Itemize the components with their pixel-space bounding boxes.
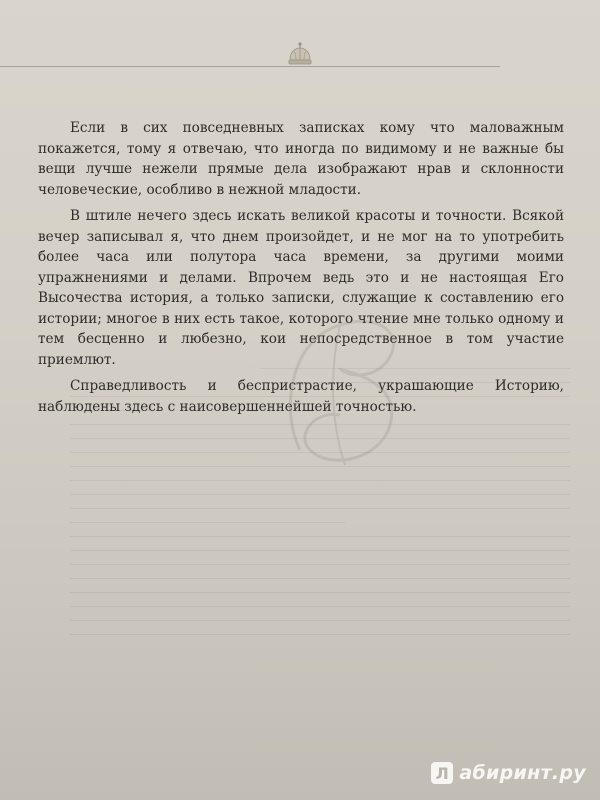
paragraph-3: Справедливость и беспристрастие, украшающие Историю, наблюдены здесь с наисовершеннейшей точностью. [38, 378, 564, 415]
bleed-through-text [70, 368, 570, 778]
labirint-logo [431, 762, 586, 784]
header-rule [0, 66, 500, 67]
paragraph-1: Если в сих повседневных записках кому что маловажным покажется, тому я отвечаю, что иногда по видимому и не важные бы вещи лучше нежели прямые дела изображают нрав и склонности человеческие, особливо в нежной младости. [38, 120, 564, 198]
logo-text: абиринт.ру [459, 762, 586, 784]
logo-mark: Л [431, 762, 453, 784]
paragraph-2: В штиле нечего здесь искать великой красоты и точности. Всякой вечер записывал я, что днем произойдет, и не мог на то употребить более часа или полутора часа времени, за другими моими упражнениями и делами. Впрочем ведь это и не настоящая Его Высочества история, а только записки, служащие к составлению его истории; многое в них есть такое, которого чтение мне только одному и тем бесценно и любезно, кои непосредственное в том участие приемлют. [38, 208, 564, 368]
crown-icon [285, 40, 315, 70]
